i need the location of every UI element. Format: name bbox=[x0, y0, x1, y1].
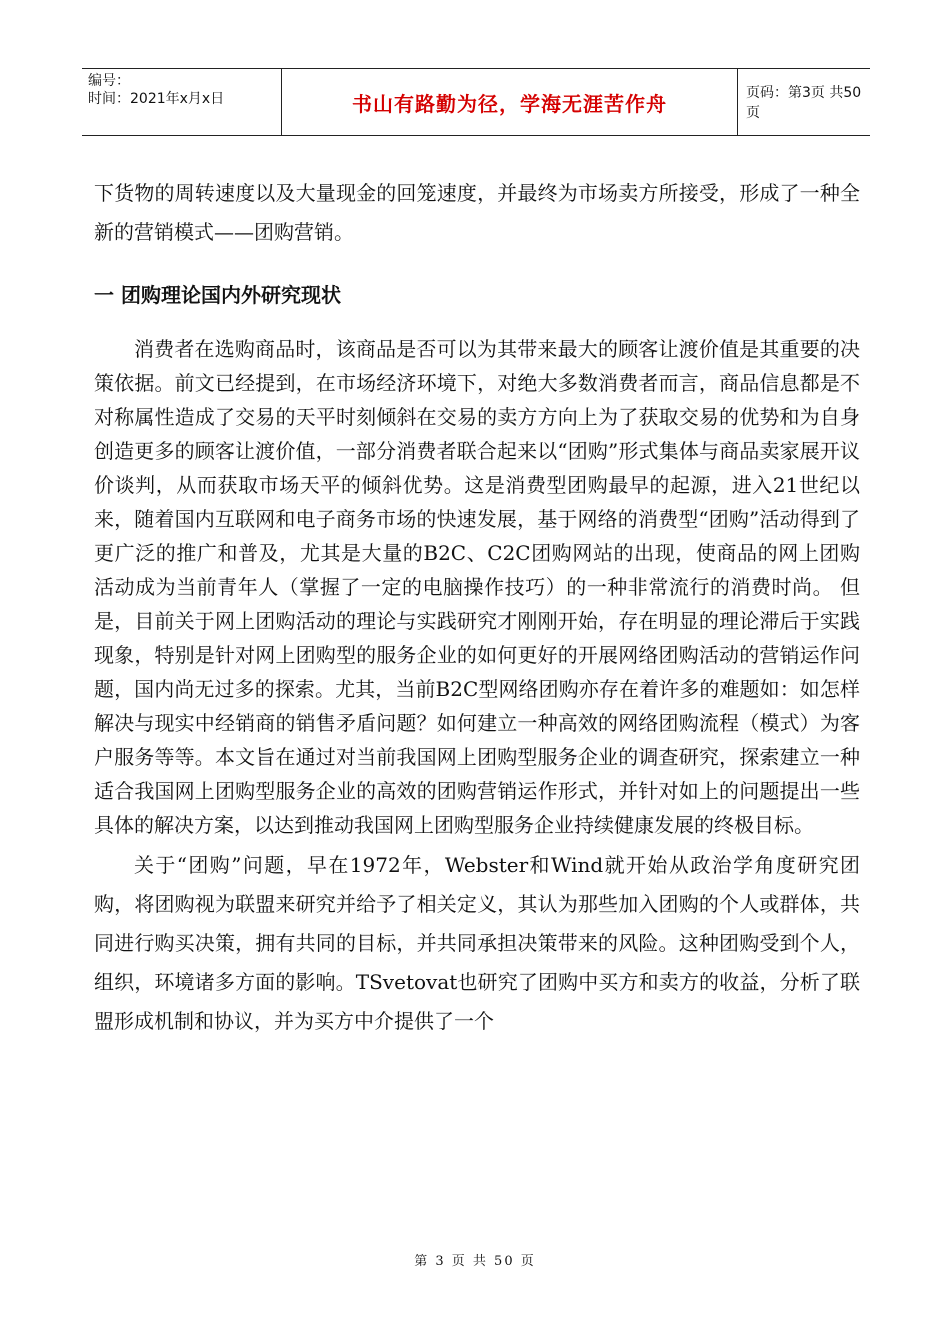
motto-text: 书山有路勤为径，学海无涯苦作舟 bbox=[352, 91, 667, 116]
document-date: 时间：2021年x月x日 bbox=[88, 91, 225, 107]
paragraph-2: 关于“团购”问题，早在1972年，Webster和Wind就开始从政治学角度研究团购，将团购视为联盟来研究并给予了相关定义，其认为那些加入团购的个人或群体，共同进行购买决策，拥有共同的目标，并共同承担决策带来的风险。这种团购受到个人，组织，环境诸多方面的影响。TSvetovat也研究了团购中买方和卖方的收益，分析了联盟形成机制和协议，并为买方中介提供了一个 bbox=[94, 853, 860, 1033]
document-body bbox=[94, 174, 860, 1041]
document-number-label: 编号： bbox=[88, 73, 130, 89]
header-meta bbox=[82, 69, 282, 135]
paragraph-1: 消费者在选购商品时，该商品是否可以为其带来最大的顾客让渡价值是其重要的决策依据。前文已经提到，在市场经济环境下，对绝大多数消费者而言，商品信息都是不对称属性造成了交易的天平时刻倾斜在交易的卖方方向上为了获取交易的优势和为自身创造更多的顾客让渡价值，一部分消费者联合起来以“团购”形式集体与商品卖家展开议价谈判，从而获取市场天平的倾斜优势。这是消费型团购最早的起源，进入21世纪以来，随着国内互联网和电子商务市场的快速发展，基于网络的消费型“团购”活动得到了更广泛的推广和普及，尤其是大量的B2C、C2C团购网站的出现，使商品的网上团购活动成为当前青年人（掌握了一定的电脑操作技巧）的一种非常流行的消费时尚。 但是，目前关于网上团购活动的理论与实践研究才刚刚开始，存在明显的理论滞后于实践现象，特别是针对网上团购型的服务企业的如何更好的开展网络团购活动的营销运作问题，国内尚无过多的探索。尤其，当前B2C型网络团购亦存在着许多的难题如：如怎样解决与现实中经销商的销售矛盾问题？如何建立一种高效的网络团购流程（模式）为客户服务等等。本文旨在通过对当前我国网上团购型服务企业的调查研究，探索建立一种适合我国网上团购型服务企业的高效的团购营销运作形式，并针对如上的问题提出一些具体的解决方案，以达到推动我国网上团购型服务企业持续健康发展的终极目标。 bbox=[94, 337, 860, 837]
page-info: 页码：第3页 共50页 bbox=[746, 85, 862, 121]
section-heading: 一 团购理论国内外研究现状 bbox=[94, 283, 341, 307]
header-page-info-cell bbox=[738, 69, 870, 135]
page-header bbox=[82, 68, 870, 136]
page-footer: 第 3 页 共 50 页 bbox=[414, 1254, 536, 1269]
paragraph-continued: 下货物的周转速度以及大量现金的回笼速度，并最终为市场卖方所接受，形成了一种全新的营销模式——团购营销。 bbox=[94, 181, 860, 244]
header-motto-cell bbox=[282, 69, 738, 135]
